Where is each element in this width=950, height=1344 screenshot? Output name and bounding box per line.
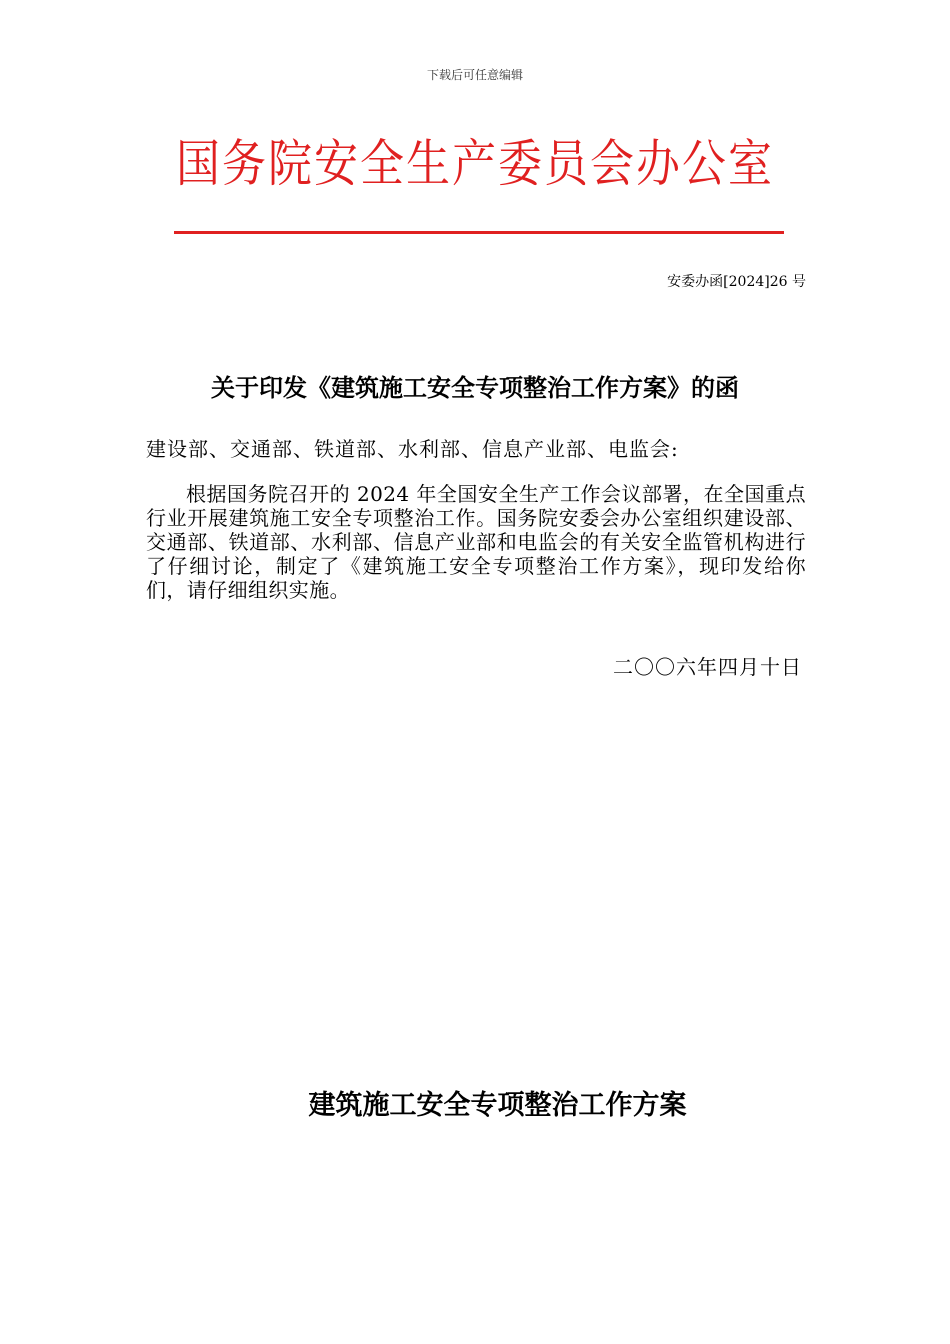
letterhead-red-rule [174, 231, 784, 234]
body-paragraph: 根据国务院召开的 2024 年全国安全生产工作会议部署，在全国重点行业开展建筑施工安全专项整治工作。国务院安委会办公室组织建设部、交通部、铁道部、水利部、信息产业部和电监会的有关安全监管机构进行了仔细讨论，制定了《建筑施工安全专项整治工作方案》，现印发给你们，请仔细组织实施。 [146, 482, 806, 602]
letter-title: 关于印发《建筑施工安全专项整治工作方案》的函 [211, 373, 739, 402]
plan-title: 建筑施工安全专项整治工作方案 [308, 1090, 687, 1121]
issue-date: 二〇〇六年四月十日 [613, 655, 802, 679]
recipients-line: 建设部、交通部、铁道部、水利部、信息产业部、电监会: [146, 437, 679, 461]
header-note: 下载后可任意编辑 [426, 68, 523, 82]
letterhead-title: 国务院安全生产委员会办公室 [176, 134, 774, 194]
document-number: 安委办函[2024]26 号 [667, 274, 806, 290]
